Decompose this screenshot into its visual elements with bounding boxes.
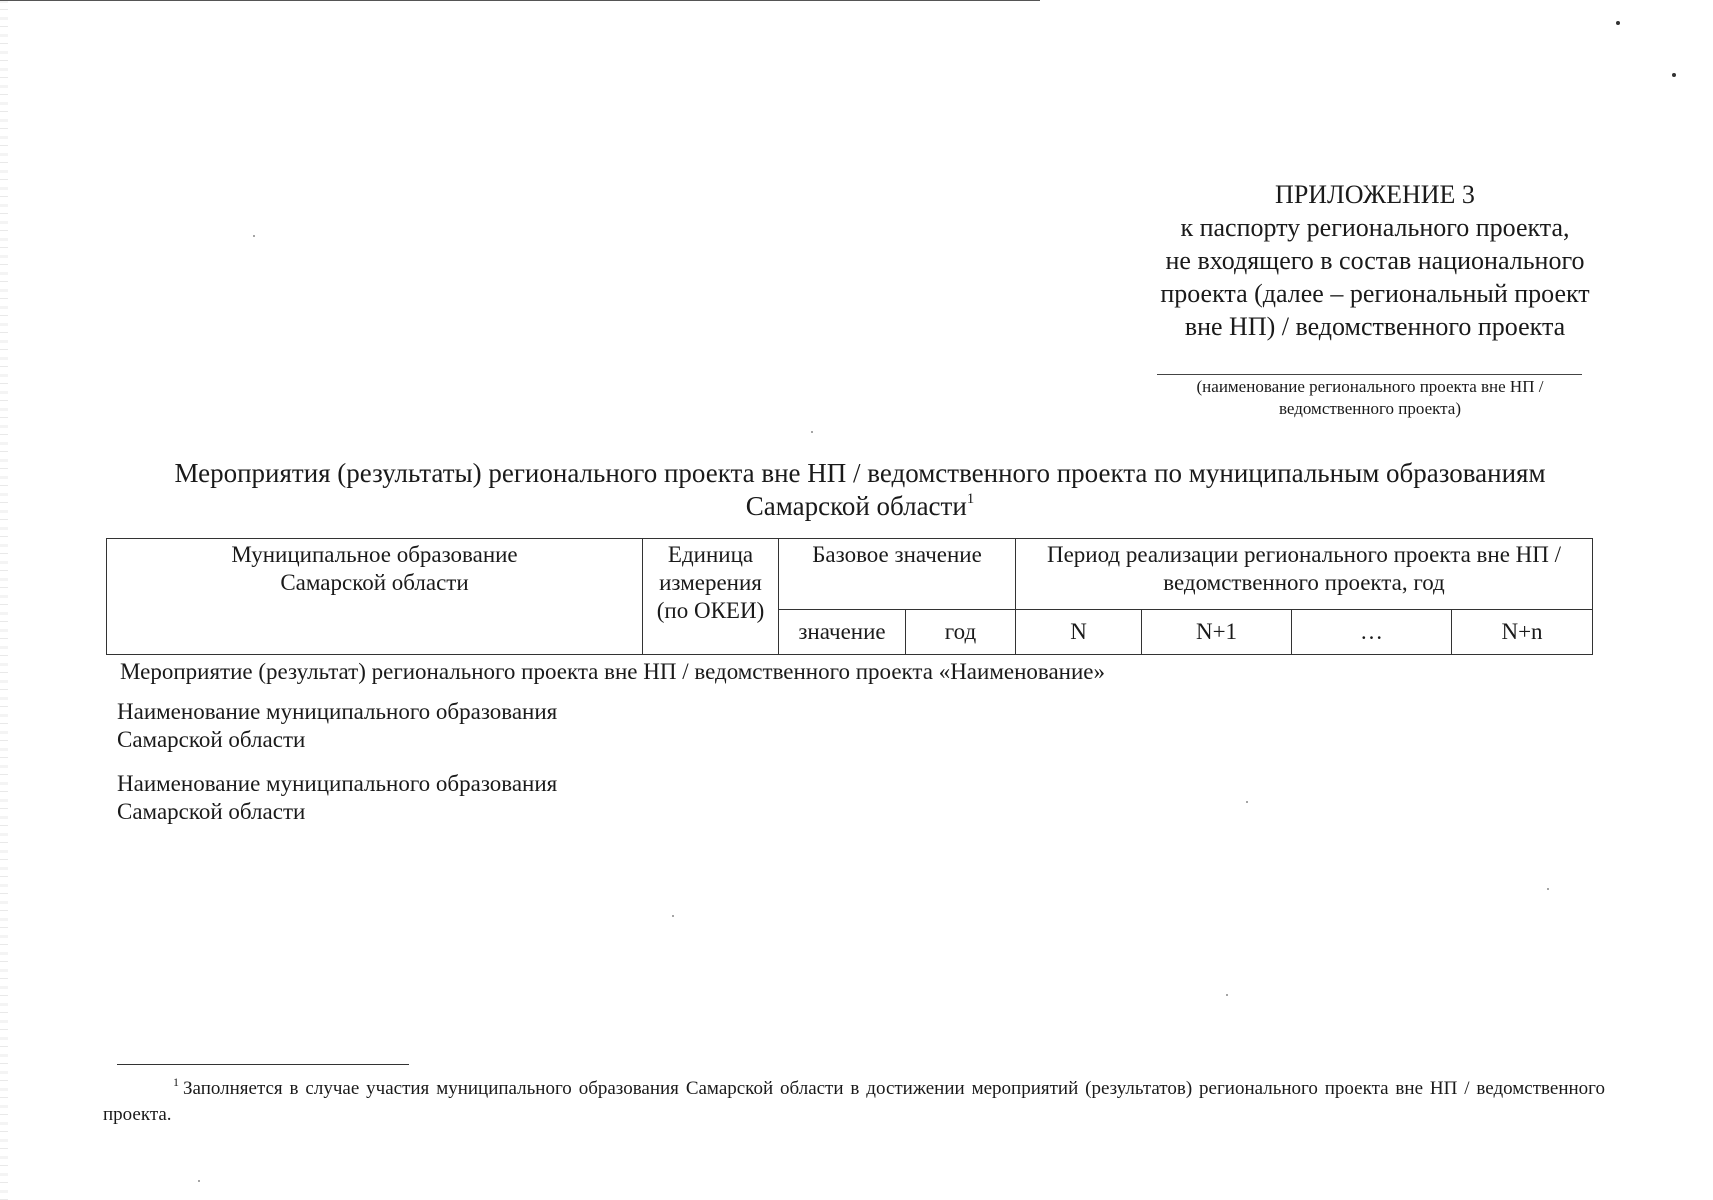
footnote [103,1076,1605,1128]
scan-speck [1246,801,1248,803]
header-base-value: Базовое значение [779,539,1016,610]
event-name-row: Мероприятие (результат) регионального проекта вне НП / ведомственного проекта «Наименование» [120,659,1105,684]
subheader-year-nn: N+n [1452,610,1593,655]
document-title [90,457,1630,523]
subheader-year-n1: N+1 [1142,610,1292,655]
municipality-name: Наименование муниципального образования [117,699,558,724]
footnote-text: Заполняется в случае участия муниципального образования Самарской области в достижении мероприятий (результатов) регионального проекта вне НП / ведомственного проекта. [103,1078,1605,1125]
municipality-region: Самарской области [117,799,306,824]
municipality-region: Самарской области [117,727,306,752]
header-text: ведомственного проекта, год [1163,570,1445,595]
header-text: Муниципальное образование [231,542,518,567]
appendix-line: не входящего в состав национального [1165,246,1585,275]
subheader-value: значение [779,610,906,655]
scan-speck [1226,994,1228,996]
header-text: измерения [659,570,762,595]
subheader-year-ellipsis: … [1292,610,1452,655]
scan-speck [672,915,674,917]
activities-table [106,538,1593,655]
header-unit [643,539,779,655]
scan-speck [1672,73,1676,77]
header-text: Период реализации регионального проекта вне НП / [1046,542,1562,567]
footnote-ref: 1 [966,491,975,507]
header-text: Самарской области [280,570,469,595]
project-name-fill-line [1157,374,1582,375]
scan-edge [0,0,8,1200]
scan-speck [811,431,813,433]
header-period [1016,539,1593,610]
subheader-year-n: N [1016,610,1142,655]
scan-speck [1616,21,1620,25]
appendix-block [1125,178,1625,343]
header-text: Единица [667,542,754,567]
title-line-2 [90,490,1630,523]
municipality-name: Наименование муниципального образования [117,771,558,796]
footnote-separator [117,1064,409,1065]
title-region: Самарской области [745,491,967,521]
subheader-year: год [906,610,1016,655]
appendix-heading: ПРИЛОЖЕНИЕ 3 [1275,180,1475,209]
appendix-line: к паспорту регионального проекта, [1180,213,1570,242]
scan-speck [198,1180,200,1182]
caption-line: ведомственного проекта) [1278,399,1461,418]
header-text: (по ОКЕИ) [656,598,765,623]
municipality-row [117,770,557,826]
appendix-line: проекта (далее – региональный проект [1160,279,1590,308]
project-name-caption [1145,376,1595,420]
footnote-mark: 1 [173,1075,179,1089]
scan-speck [253,235,255,237]
title-line-1: Мероприятия (результаты) регионального проекта вне НП / ведомственного проекта по муниципальным образованиям [174,458,1546,488]
top-border-line [0,0,1040,1]
header-municipality [107,539,643,655]
caption-line: (наименование регионального проекта вне НП / [1196,377,1544,396]
appendix-line: вне НП) / ведомственного проекта [1184,312,1566,341]
table-header-row [107,539,1593,610]
municipality-row [117,698,557,754]
scan-speck [1547,888,1549,890]
